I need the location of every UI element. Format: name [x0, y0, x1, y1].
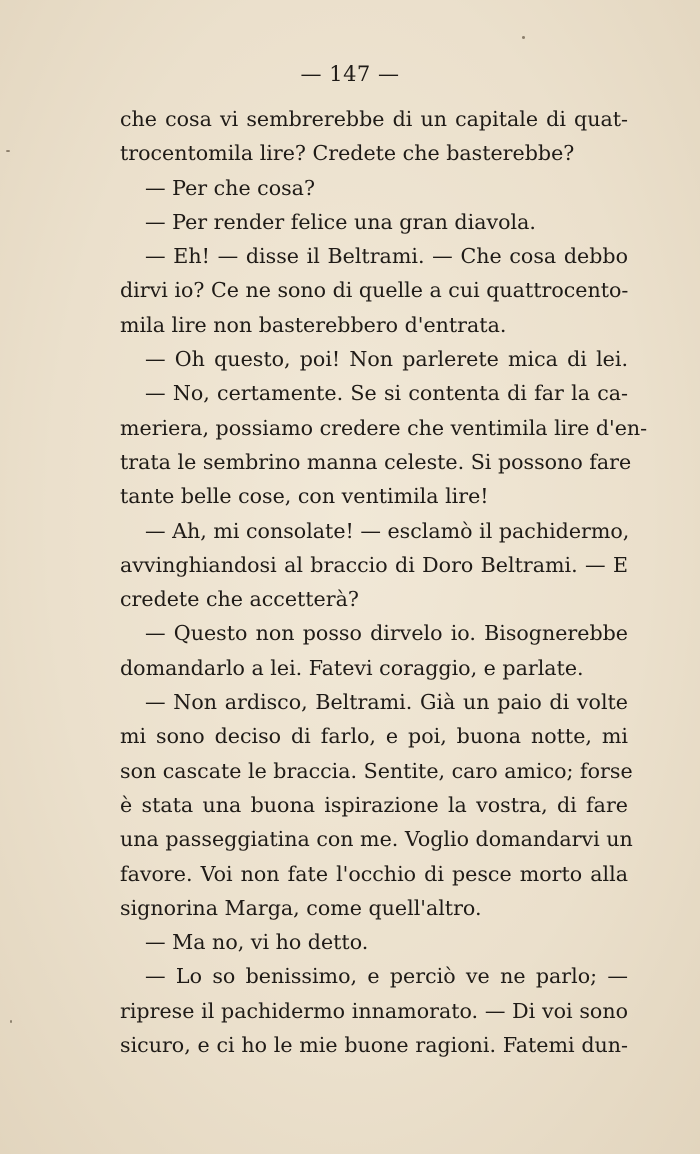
text-line: — Ah, mi consolate! — esclamò il pachidermo, — [145, 518, 630, 543]
text-line: credete che accetterà? — [120, 587, 359, 612]
paper-speck — [522, 36, 525, 39]
text-line: avvinghiandosi al braccio di Doro Beltrami. — E — [120, 552, 628, 577]
text-line: — No, certamente. Se si contenta di far la ca- — [145, 381, 628, 406]
text-line: — Lo so benissimo, e perciò ve ne parlo; — — [145, 964, 628, 989]
text-line: — Non ardisco, Beltrami. Già un paio di volte — [145, 690, 628, 715]
text-line: favore. Voi non fate l'occhio di pesce morto alla — [120, 861, 628, 886]
text-line: tante belle cose, con ventimila lire! — [120, 484, 489, 509]
text-line: che cosa vi sembrerebbe di un capitale di quat- — [120, 107, 628, 131]
text-line: — Eh! — disse il Beltrami. — Che cosa debbo — [145, 244, 628, 269]
text-line: — Per che cosa? — [145, 175, 315, 200]
text-line: — Oh questo, poi! Non parlerete mica di lei. — [145, 347, 628, 372]
body-text — [120, 102, 648, 1062]
text-line: mi sono deciso di farlo, e poi, buona notte, mi — [120, 724, 628, 749]
text-line: una passeggiatina con me. Voglio domandarvi un — [120, 827, 633, 852]
text-line: trocentomila lire? Credete che basterebbe? — [120, 141, 575, 166]
text-line: meriera, possiamo credere che ventimila lire d'en- — [120, 415, 648, 440]
text-line: signorina Marga, come quell'altro. — [120, 895, 482, 920]
text-line: — Questo non posso dirvelo io. Bisognerebbe — [145, 621, 628, 646]
paper-speck — [6, 150, 10, 152]
page-number: — 147 — — [300, 62, 400, 86]
text-line: — Per render felice una gran diavola. — [145, 209, 536, 234]
text-line: trata le sembrino manna celeste. Si possono fare — [120, 449, 632, 474]
text-line: riprese il pachidermo innamorato. — Di voi sono — [120, 998, 628, 1023]
text-line: mila lire non basterebbero d'entrata. — [120, 312, 507, 337]
text-line: son cascate le braccia. Sentite, caro amico; forse — [120, 758, 633, 783]
text-line: — Ma no, vi ho detto. — [145, 930, 369, 955]
text-line: dirvi io? Ce ne sono di quelle a cui quattrocento- — [120, 278, 629, 303]
paper-speck — [10, 1020, 12, 1023]
text-line: sicuro, e ci ho le mie buone ragioni. Fatemi dun- — [120, 1033, 628, 1058]
text-line: domandarlo a lei. Fatevi coraggio, e parlate. — [120, 655, 584, 680]
text-line: è stata una buona ispirazione la vostra, di fare — [120, 792, 628, 817]
